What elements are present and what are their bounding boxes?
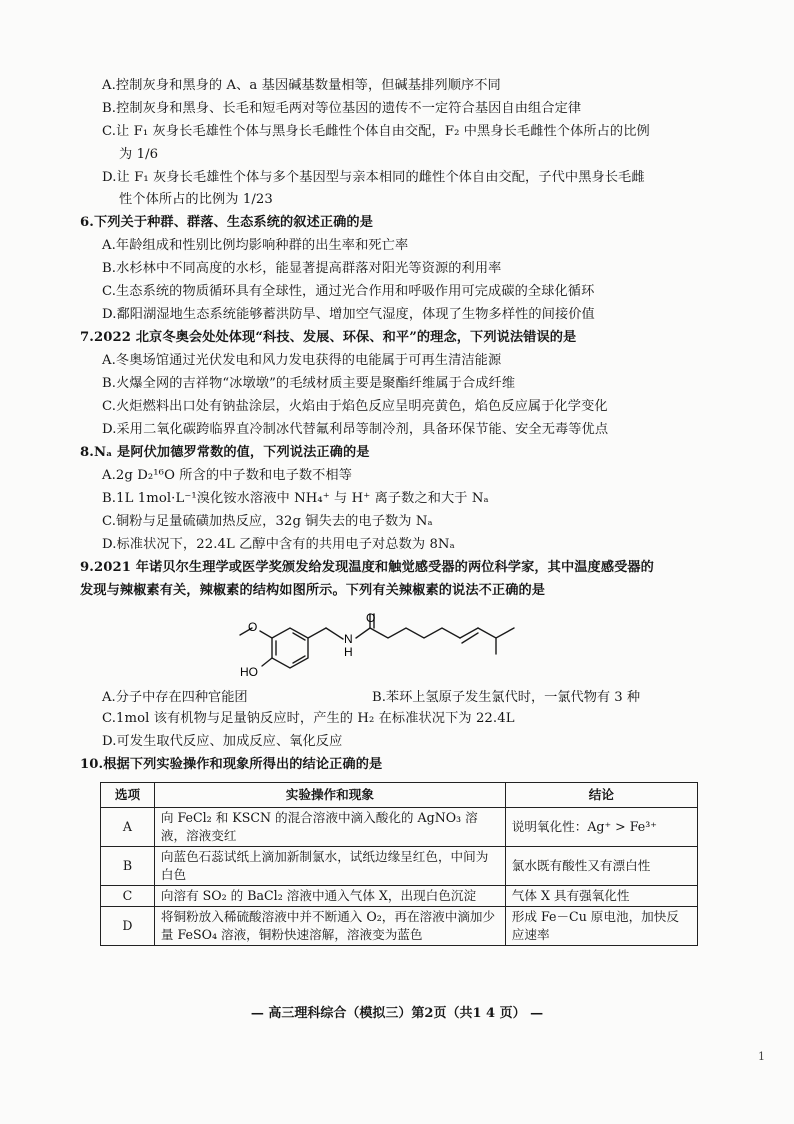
q6-option-c: C.生态系统的物质循环具有全球性，通过光合作用和呼吸作用可完成碳的全球化循环	[102, 284, 595, 299]
row-a-operation: 向 FeCl₂ 和 KSCN 的混合溶液中滴入酸化的 AgNO₃ 溶液，溶液变红	[154, 808, 505, 847]
q9-option-d: D.可发生取代反应、加成反应、氧化反应	[102, 734, 343, 749]
q9-option-c: C.1mol 该有机物与足量钠反应时，产生的 H₂ 在标准状况下为 22.4L	[102, 711, 515, 726]
q9-option-b: B.苯环上氢原子发生氯代时，一氯代物有 3 种	[372, 690, 641, 705]
methoxy-o-label: O	[248, 620, 258, 634]
amide-h-label: H	[344, 645, 353, 659]
q7-stem: 7.2022 北京冬奥会处处体现“科技、发展、环保、和平”的理念，下列说法错误的是	[80, 330, 577, 345]
q9-option-a: A.分子中存在四种官能团	[102, 690, 248, 705]
q8-option-b: B.1L 1mol·L⁻¹溴化铵水溶液中 NH₄⁺ 与 H⁺ 离子数之和大于 Nₐ	[102, 491, 489, 506]
row-d-option: D	[101, 907, 155, 946]
carbonyl-o-label: O	[366, 612, 376, 625]
row-b-operation: 向蓝色石蕊试纸上滴加新制氯水，试纸边缘呈红色，中间为白色	[154, 847, 505, 886]
table-row	[101, 886, 698, 907]
q7-option-d: D.采用二氧化碳跨临界直冷制冰代替氟利昂等制冷剂，具备环保节能、安全无毒等优点	[102, 422, 609, 437]
q6-option-d: D.鄱阳湖湿地生态系统能够蓄洪防旱、增加空气湿度，体现了生物多样性的间接价值	[102, 307, 595, 322]
page-footer: — 高三理科综合（模拟三）第2页（共1 4 页） —	[250, 1006, 544, 1021]
q5-option-c-cont: 为 1/6	[119, 147, 159, 162]
table-row	[101, 808, 698, 847]
row-c-option: C	[101, 886, 155, 907]
q8-stem: 8.Nₐ 是阿伏加德罗常数的值，下列说法正确的是	[80, 445, 370, 460]
q5-option-b: B.控制灰身和黑身、长毛和短毛两对等位基因的遗传不一定符合基因自由组合定律	[102, 101, 582, 116]
q5-option-a: A.控制灰身和黑身的 A、a 基因碱基数量相等，但碱基排列顺序不同	[102, 78, 501, 93]
q7-option-a: A.冬奥场馆通过光伏发电和风力发电获得的电能属于可再生清洁能源	[102, 353, 502, 368]
table-header-row	[101, 783, 698, 808]
header-operation: 实验操作和现象	[154, 783, 505, 808]
capsaicin-structure	[228, 612, 558, 692]
table-row	[101, 847, 698, 886]
row-d-operation: 将铜粉放入稀硫酸溶液中并不断通入 O₂，再在溶液中滴加少量 FeSO₄ 溶液，铜粉快速溶解，溶液变为蓝色	[154, 907, 505, 946]
q7-option-b: B.火爆全网的吉祥物“冰墩墩”的毛绒材质主要是聚酯纤维属于合成纤维	[102, 376, 516, 391]
row-a-option: A	[101, 808, 155, 847]
q5-option-c: C.让 F₁ 灰身长毛雄性个体与黑身长毛雌性个体自由交配，F₂ 中黑身长毛雌性个体所占的比例	[102, 124, 650, 139]
corner-mark: 1	[758, 1050, 765, 1063]
q9-stem-line1: 9.2021 年诺贝尔生理学或医学奖颁发给发现温度和触觉感受器的两位科学家，其中温度感受器的	[80, 560, 654, 575]
row-d-conclusion: 形成 Fe－Cu 原电池，加快反应速率	[505, 907, 697, 946]
benzene-ring	[272, 628, 308, 668]
q10-table	[100, 782, 698, 946]
q5-option-d-cont: 性个体所占的比例为 1/23	[119, 192, 273, 207]
header-conclusion: 结论	[505, 783, 697, 808]
row-a-conclusion: 说明氧化性：Ag⁺ > Fe³⁺	[505, 808, 697, 847]
q6-option-a: A.年龄组成和性别比例均影响种群的出生率和死亡率	[102, 238, 409, 253]
row-b-conclusion: 氯水既有酸性又有漂白性	[505, 847, 697, 886]
q8-option-a: A.2g D₂¹⁶O 所含的中子数和电子数不相等	[102, 468, 353, 483]
row-b-option: B	[101, 847, 155, 886]
q8-option-c: C.铜粉与足量硫磺加热反应，32g 铜失去的电子数为 Nₐ	[102, 514, 433, 529]
amide-n-label: N	[344, 632, 353, 646]
q6-option-b: B.水杉林中不同高度的水杉，能显著提高群落对阳光等资源的利用率	[102, 261, 502, 276]
table-row	[101, 907, 698, 946]
q9-stem-line2: 发现与辣椒素有关，辣椒素的结构如图所示。下列有关辣椒素的说法不正确的是	[80, 583, 546, 598]
hydroxyl-label: HO	[240, 665, 258, 679]
q7-option-c: C.火炬燃料出口处有钠盐涂层，火焰由于焰色反应呈明亮黄色，焰色反应属于化学变化	[102, 399, 608, 414]
q10-stem: 10.根据下列实验操作和现象所得出的结论正确的是	[80, 757, 383, 772]
row-c-conclusion: 气体 X 具有强氧化性	[505, 886, 697, 907]
row-c-operation: 向溶有 SO₂ 的 BaCl₂ 溶液中通入气体 X，出现白色沉淀	[154, 886, 505, 907]
q6-stem: 6.下列关于种群、群落、生态系统的叙述正确的是	[80, 215, 374, 230]
q8-option-d: D.标准状况下，22.4L 乙醇中含有的共用电子对总数为 8Nₐ	[102, 537, 455, 552]
header-option: 选项	[101, 783, 155, 808]
q5-option-d: D.让 F₁ 灰身长毛雄性个体与多个基因型与亲本相同的雌性个体自由交配，子代中黑身长毛雌	[102, 170, 645, 185]
